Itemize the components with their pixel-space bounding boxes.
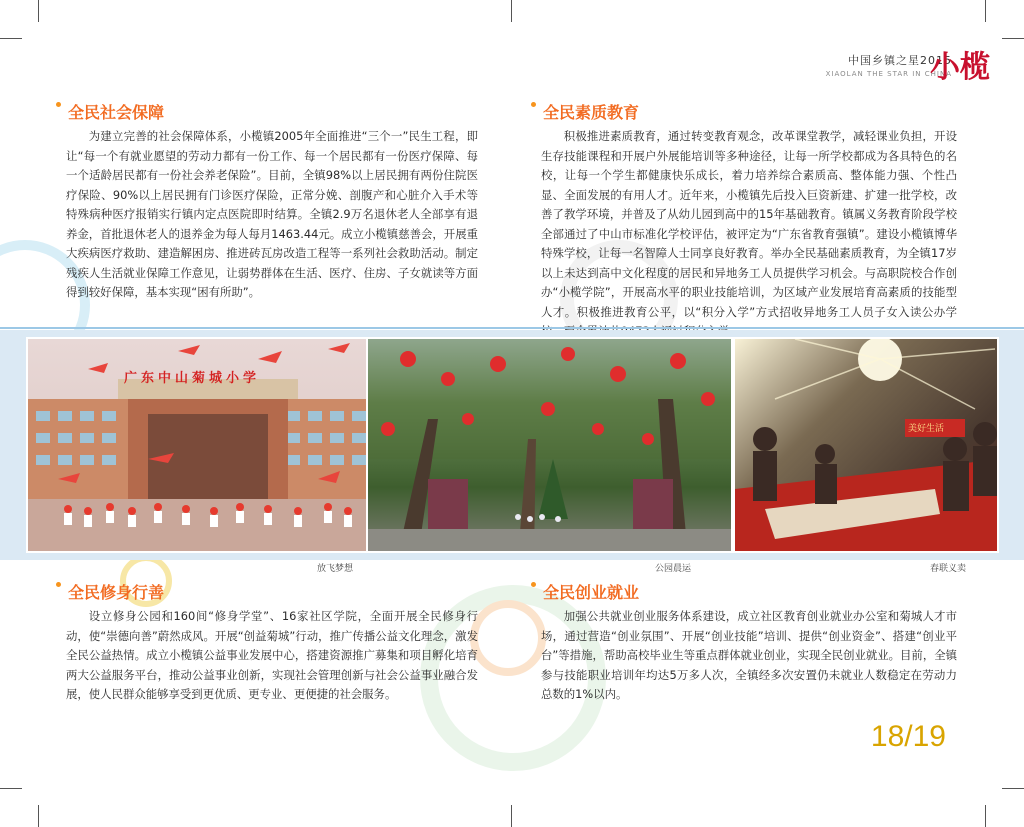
section-title (66, 580, 478, 603)
market-banner: 美好生活 (908, 424, 945, 434)
photo-couplet-charity-sale (733, 337, 999, 553)
photo-caption: 春联义卖 (930, 564, 967, 574)
crop-mark (1002, 788, 1024, 789)
section-body: 设立修身公园和160间“修身学堂”、16家社区学院，全面开展全民修身行动，使“崇德向善”蔚然成风。开展“创益菊城”行动，推广传播公益文化理念，激发全民公益热情。成立小榄镇公益事业发展中心，搭建资源推广募集和项目孵化培育两大公益服务平台，推动公益事业创新，实现社会管理创新与社会公益事业融合发展，使人民群众能够享受到更优质、更专业、更便捷的社会服务。 (66, 609, 478, 701)
crop-mark (985, 0, 986, 22)
bullet-dot (531, 582, 536, 587)
photo-band-border (0, 327, 1024, 329)
magazine-brand (825, 50, 990, 85)
section-title (66, 100, 478, 123)
crop-mark (0, 788, 22, 789)
bullet-dot (56, 582, 61, 587)
section-title-text: 全民修身行善 (68, 583, 165, 602)
crop-mark (38, 0, 39, 22)
section-title-text: 全民创业就业 (543, 583, 640, 602)
crop-mark (511, 0, 512, 22)
bullet-dot (56, 102, 61, 107)
section-entrepreneurship (541, 580, 957, 705)
bullet-dot (531, 102, 536, 107)
section-body: 积极推进素质教育，通过转变教育观念，改革课堂教学，减轻课业负担，开设生存技能课程和开展户外展能培训等多种途径，让每一所学校都成为各具特色的名校，让每一个学生都健康快乐成长，着力培养综合素质高、整体能力强、个性凸显、全面发展的有用人才。近年来，小榄镇先后投入巨资新建、扩建一批学校，改善了教学环境，并普及了从幼儿园到高中的15年基础教育。镇属义务教育阶段学校全部通过了中山市标准化学校评估，被评定为“广东省教育强镇”。建设小榄镇博华特殊学校，让每一名智障人士同享良好教育。举办全民基础素质教育，为全镇17岁以上未达到高中文化程度的居民和异地务工人员提供学习机会。与高职院校合作创办“小榄学院”，开展高水平的职业技能培训，为区域产业发展培育高素质的技能型人才。积极推进教育公平，以“积分入学”方式招收异地务工人员子女入读公办学 (541, 129, 957, 319)
section-title (541, 100, 957, 123)
section-title-text: 全民社会保障 (68, 103, 165, 122)
market-illustration (735, 339, 999, 553)
section-social-security (66, 100, 478, 303)
section-body: 为建立完善的社会保障体系，小榄镇2005年全面推进“三个一”民生工程，即让“每一个有就业愿望的劳动力都有一份工作、每一个居民都有一份医疗保障、每一个适龄居民都有一份社会养老保险”。目前，全镇98%以上居民拥有两份住院医疗保险、90%以上居民拥有门诊医疗保险，正常分娩、剖腹产和心脏介入手术等特殊病种医疗报销实行镇内定点医院即时结算。全镇2.9万名退休老人全部享有退养金，首批退休老人的退养金为每人每月1463.44元。成立小榄镇慈善会，开展重大疾病医疗救助、建造解困房、推进砖瓦房改造工程等一系列社会救助活动。制定残疾人生活就业保障工作意见，让弱势群体在生活、医疗、住房、子女就读等方面得到较好保障，基本实现“困有所助”。 (66, 129, 478, 299)
brand-calligraphy-logo: 小榄 (930, 50, 990, 85)
photo-caption: 放飞梦想 (317, 564, 354, 574)
section-body: 加强公共就业创业服务体系建设，成立社区教育创业就业办公室和菊城人才市场，通过营造“创业氛围”、开展“创业技能”培训、提供“创业资金”、搭建“创业平台”等措施，帮助高校毕业生等重点群体就业创业，实现全民创业就业。目前，全镇参与技能职业培训年均达5万多人次，全镇经多次安置仍未就业人数稳定在劳动力总数的1%以内。 (541, 609, 957, 701)
crop-mark (38, 805, 39, 827)
park-illustration (368, 339, 733, 553)
crop-mark (0, 38, 22, 39)
section-quality-education (541, 100, 957, 342)
photo-flying-dreams (26, 337, 383, 553)
crop-mark (1002, 38, 1024, 39)
section-title (541, 580, 957, 603)
crop-mark (985, 805, 986, 827)
page-number: 18/19 (870, 720, 946, 753)
brand-line: 中国乡镇之星2015 (848, 54, 952, 67)
photo-caption: 公园晨运 (655, 564, 692, 574)
section-self-cultivation (66, 580, 478, 705)
decorative-circle (470, 600, 546, 676)
brand-subtitle: XIAOLAN THE STAR IN CHINA (825, 70, 952, 78)
crop-mark (511, 805, 512, 827)
photo-park-exercise (366, 337, 733, 553)
school-sign: 广东中山菊城小学 (124, 371, 261, 386)
section-title-text: 全民素质教育 (543, 103, 640, 122)
